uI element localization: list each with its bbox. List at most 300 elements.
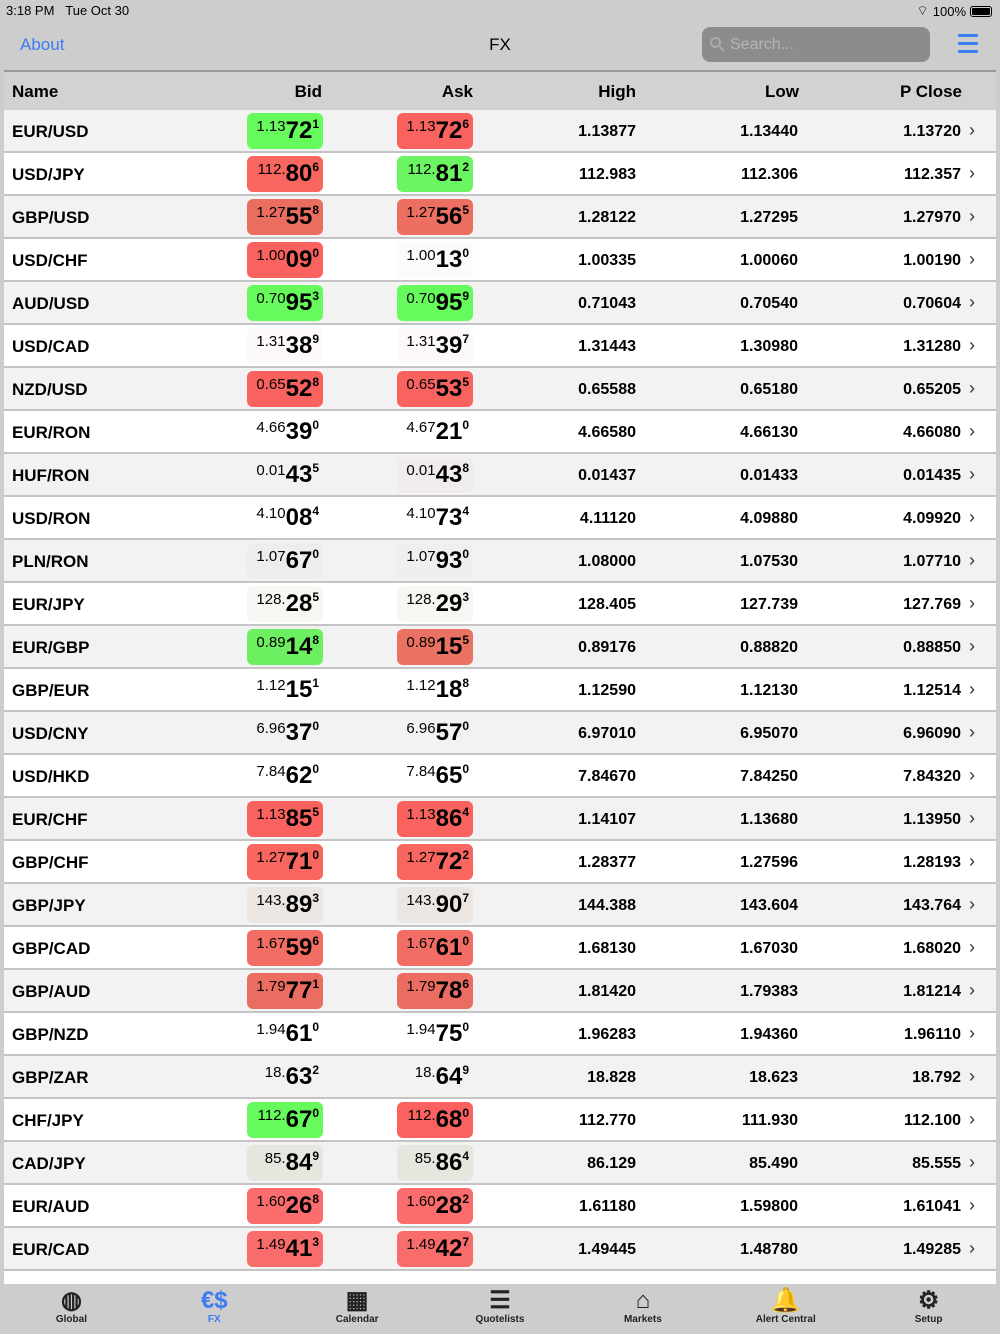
table-row[interactable]: [4, 1099, 996, 1142]
pclose-value: 18.792: [912, 1069, 961, 1086]
bid-big-figure: 4.10: [256, 505, 286, 522]
chevron-right-icon: ›: [969, 292, 975, 312]
table-row[interactable]: [4, 110, 996, 153]
ask-fractional-pip: 2: [462, 848, 469, 862]
low-value: 112.306: [741, 166, 798, 183]
bid-fractional-pip: 5: [312, 805, 319, 819]
table-row[interactable]: [4, 927, 996, 970]
table-row[interactable]: [4, 411, 996, 454]
table-row[interactable]: [4, 1013, 996, 1056]
bid-fractional-pip: 5: [312, 590, 319, 604]
pair-name: AUD/USD: [12, 294, 90, 313]
about-button[interactable]: About: [20, 35, 65, 54]
low-value: 85.490: [749, 1155, 798, 1172]
bid-price: [247, 1231, 323, 1267]
bid-price: [247, 285, 323, 321]
pclose-value: 4.66080: [903, 424, 961, 441]
bid-big-figure: 1.94: [256, 1021, 286, 1038]
high-value: 1.00335: [578, 252, 636, 269]
calendar-icon: ▦: [345, 1287, 369, 1314]
tab-label: Global: [55, 1314, 87, 1325]
ask-price: [397, 414, 473, 450]
ask-pips: 53: [435, 375, 463, 402]
bid-big-figure: 112.: [257, 1107, 286, 1124]
ask-pips: 81: [435, 160, 463, 187]
pclose-value: 1.81214: [903, 983, 961, 1000]
status-time: 3:18 PM: [6, 3, 55, 18]
low-value: 7.84250: [740, 768, 798, 785]
pair-name: PLN/RON: [12, 552, 89, 571]
bid-price: [247, 113, 323, 149]
bid-fractional-pip: 2: [312, 1063, 319, 1077]
pclose-value: 85.555: [912, 1155, 961, 1172]
ask-big-figure: 6.96: [406, 720, 436, 737]
search-input[interactable]: [702, 27, 930, 62]
low-value: 1.27596: [740, 854, 798, 871]
bid-big-figure: 1.12: [256, 677, 286, 694]
pair-name: GBP/USD: [12, 208, 90, 227]
bid-big-figure: 1.27: [256, 204, 286, 221]
bid-pips: 28: [285, 590, 313, 617]
table-row[interactable]: [4, 841, 996, 884]
chevron-right-icon: ›: [969, 851, 975, 871]
ask-pips: 39: [435, 332, 463, 359]
ask-big-figure: 1.00: [406, 247, 436, 264]
ask-big-figure: 0.01: [406, 462, 436, 479]
bid-price: [247, 371, 323, 407]
bid-pips: 67: [285, 1106, 313, 1133]
tab-label: Quotelists: [475, 1314, 525, 1325]
pclose-value: 0.65205: [903, 381, 961, 398]
bid-pips: 08: [285, 504, 313, 531]
ask-big-figure: 112.: [407, 1107, 436, 1124]
ask-price: [397, 844, 473, 880]
ask-fractional-pip: 7: [462, 332, 469, 346]
pair-name: GBP/NZD: [12, 1025, 89, 1044]
bid-price: [247, 801, 323, 837]
ask-price: [397, 887, 473, 923]
ask-price: [397, 629, 473, 665]
chevron-right-icon: ›: [969, 636, 975, 656]
ask-fractional-pip: 9: [462, 1063, 469, 1077]
ask-big-figure: 18.: [414, 1064, 436, 1081]
high-value: 1.68130: [578, 940, 636, 957]
col-name[interactable]: Name: [12, 82, 59, 101]
ask-big-figure: 1.67: [406, 935, 436, 952]
table-row[interactable]: [4, 626, 996, 669]
bid-price: [247, 973, 323, 1009]
ask-price: [397, 758, 473, 794]
ask-big-figure: 1.60: [406, 1193, 436, 1210]
pair-name: USD/JPY: [12, 165, 85, 184]
tab-alert-central[interactable]: [714, 1284, 857, 1334]
chevron-right-icon: ›: [969, 464, 975, 484]
pclose-value: 1.27970: [903, 209, 961, 226]
markets-icon: ⌂: [635, 1287, 651, 1314]
chevron-right-icon: ›: [969, 1238, 975, 1258]
ask-pips: 90: [435, 891, 463, 918]
ask-price: [397, 242, 473, 278]
bid-fractional-pip: 8: [312, 1192, 319, 1206]
bid-price: [247, 844, 323, 880]
high-value: 1.31443: [578, 338, 636, 355]
high-value: 7.84670: [578, 768, 636, 785]
bid-fractional-pip: 0: [312, 848, 319, 862]
high-value: 144.388: [578, 897, 636, 914]
high-value: 0.89176: [578, 639, 636, 656]
high-value: 86.129: [587, 1155, 636, 1172]
col-pclose[interactable]: P Close: [899, 82, 962, 101]
ask-fractional-pip: 6: [462, 977, 469, 991]
globe-icon: ◍: [60, 1287, 82, 1314]
bid-fractional-pip: 8: [312, 203, 319, 217]
low-value: 143.604: [740, 897, 798, 914]
col-low[interactable]: Low: [765, 82, 799, 101]
currency-icon: €$: [200, 1287, 228, 1314]
ask-price: [397, 500, 473, 536]
high-value: 112.770: [579, 1112, 636, 1129]
bid-price: [247, 199, 323, 235]
bid-price: [247, 672, 323, 708]
bid-fractional-pip: 1: [312, 977, 319, 991]
bid-big-figure: 6.96: [256, 720, 286, 737]
ask-price: [397, 371, 473, 407]
status-bar: [0, 0, 1000, 22]
ask-big-figure: 0.70: [406, 290, 436, 307]
high-value: 1.28377: [578, 854, 636, 871]
high-value: 1.14107: [578, 811, 636, 828]
table-row[interactable]: [4, 153, 996, 196]
bid-pips: 59: [285, 934, 313, 961]
low-value: 1.48780: [740, 1241, 798, 1258]
bid-price: [247, 457, 323, 493]
bid-fractional-pip: 0: [312, 1106, 319, 1120]
pclose-value: 1.12514: [903, 682, 961, 699]
bid-big-figure: 85.: [264, 1150, 286, 1167]
bid-pips: 41: [285, 1235, 313, 1262]
bid-pips: 72: [285, 117, 313, 144]
ask-pips: 42: [435, 1235, 463, 1262]
ask-pips: 43: [435, 461, 463, 488]
ask-fractional-pip: 0: [462, 547, 469, 561]
bid-big-figure: 1.27: [256, 849, 286, 866]
menu-icon[interactable]: [958, 34, 978, 54]
table-row[interactable]: [4, 454, 996, 497]
pclose-value: 143.764: [903, 897, 961, 914]
pclose-value: 4.09920: [903, 510, 961, 527]
bid-pips: 14: [285, 633, 313, 660]
ask-pips: 78: [435, 977, 463, 1004]
pclose-value: 1.13950: [903, 811, 961, 828]
chevron-right-icon: ›: [969, 1023, 975, 1043]
ask-pips: 29: [435, 590, 463, 617]
pair-name: USD/CAD: [12, 337, 90, 356]
ask-big-figure: 85.: [414, 1150, 436, 1167]
ask-fractional-pip: 0: [462, 418, 469, 432]
ask-price: [397, 672, 473, 708]
search-icon: [710, 37, 721, 48]
ask-fractional-pip: 5: [462, 203, 469, 217]
chevron-right-icon: ›: [969, 808, 975, 828]
table-row[interactable]: [4, 497, 996, 540]
col-bid[interactable]: Bid: [294, 82, 322, 101]
low-value: 18.623: [749, 1069, 798, 1086]
page-title: FX: [489, 35, 511, 54]
ask-fractional-pip: 8: [462, 461, 469, 475]
table-row[interactable]: [4, 196, 996, 239]
ask-fractional-pip: 0: [462, 719, 469, 733]
ask-pips: 56: [435, 203, 463, 230]
high-value: 1.49445: [578, 1241, 636, 1258]
bid-fractional-pip: 1: [312, 676, 319, 690]
pclose-value: 0.70604: [903, 295, 961, 312]
pclose-value: 1.31280: [903, 338, 961, 355]
ask-pips: 13: [435, 246, 463, 273]
bid-fractional-pip: 9: [312, 1149, 319, 1163]
ask-fractional-pip: 0: [462, 1106, 469, 1120]
pclose-value: 0.88850: [903, 639, 961, 656]
bid-big-figure: 1.60: [256, 1193, 286, 1210]
ask-fractional-pip: 0: [462, 934, 469, 948]
high-value: 1.81420: [578, 983, 636, 1000]
ask-price: [397, 1188, 473, 1224]
table-row[interactable]: [4, 712, 996, 755]
ask-fractional-pip: 6: [462, 117, 469, 131]
ask-big-figure: 1.27: [406, 204, 436, 221]
tab-fx[interactable]: [143, 1284, 286, 1334]
tab-bar: [0, 1284, 1000, 1334]
ask-fractional-pip: 0: [462, 246, 469, 260]
table-row[interactable]: [4, 239, 996, 282]
low-value: 0.65180: [740, 381, 798, 398]
chevron-right-icon: ›: [969, 1066, 975, 1086]
high-value: 6.97010: [578, 725, 636, 742]
pair-name: USD/CNY: [12, 724, 89, 743]
table-row[interactable]: [4, 970, 996, 1013]
chevron-right-icon: ›: [969, 249, 975, 269]
chevron-right-icon: ›: [969, 894, 975, 914]
bid-pips: 85: [285, 805, 313, 832]
high-value: 1.61180: [579, 1198, 636, 1215]
low-value: 1.12130: [740, 682, 798, 699]
chevron-right-icon: ›: [969, 120, 975, 140]
bid-pips: 15: [285, 676, 313, 703]
bid-fractional-pip: 0: [312, 762, 319, 776]
ask-big-figure: 1.79: [406, 978, 436, 995]
bid-big-figure: 1.13: [256, 806, 286, 823]
ask-price: [397, 113, 473, 149]
table-row[interactable]: [4, 368, 996, 411]
low-value: 111.930: [741, 1112, 798, 1129]
ask-pips: 95: [435, 289, 463, 316]
chevron-right-icon: ›: [969, 378, 975, 398]
pair-name: GBP/ZAR: [12, 1068, 89, 1087]
ask-fractional-pip: 9: [462, 289, 469, 303]
table-row[interactable]: [4, 282, 996, 325]
table-row[interactable]: [4, 325, 996, 368]
bid-pips: 09: [285, 246, 313, 273]
low-value: 1.59800: [740, 1198, 798, 1215]
high-value: 1.96283: [578, 1026, 636, 1043]
high-value: 112.983: [579, 166, 636, 183]
table-row[interactable]: [4, 755, 996, 798]
tab-global[interactable]: [0, 1284, 143, 1334]
ask-pips: 61: [435, 934, 463, 961]
high-value: 1.08000: [578, 553, 636, 570]
high-value: 128.405: [578, 596, 636, 613]
pair-name: GBP/CAD: [12, 939, 91, 958]
table-row[interactable]: [4, 540, 996, 583]
tab-markets[interactable]: [571, 1284, 714, 1334]
bid-pips: 61: [285, 1020, 313, 1047]
nav-bar: [0, 22, 1000, 68]
low-value: 127.739: [740, 596, 798, 613]
ask-price: [397, 1231, 473, 1267]
bid-big-figure: 1.00: [256, 247, 286, 264]
ask-price: [397, 285, 473, 321]
bid-big-figure: 0.89: [256, 634, 286, 651]
ask-big-figure: 128.: [406, 591, 436, 608]
ask-fractional-pip: 2: [462, 1192, 469, 1206]
bid-pips: 52: [285, 375, 313, 402]
ask-big-figure: 112.: [407, 161, 436, 178]
bid-fractional-pip: 0: [312, 418, 319, 432]
pair-name: EUR/JPY: [12, 595, 85, 614]
bid-price: [247, 414, 323, 450]
table-row[interactable]: [4, 1142, 996, 1185]
bid-fractional-pip: 0: [312, 547, 319, 561]
ask-fractional-pip: 0: [462, 762, 469, 776]
bid-big-figure: 143.: [256, 892, 286, 909]
pair-name: CAD/JPY: [12, 1154, 86, 1173]
ask-price: [397, 801, 473, 837]
table-body: [4, 110, 996, 1271]
bid-price: [247, 930, 323, 966]
bid-price: [247, 715, 323, 751]
pair-name: USD/CHF: [12, 251, 88, 270]
table-row[interactable]: [4, 583, 996, 626]
ask-fractional-pip: 4: [462, 805, 469, 819]
chevron-right-icon: ›: [969, 507, 975, 527]
low-value: 1.67030: [740, 940, 798, 957]
bid-fractional-pip: 4: [312, 504, 319, 518]
low-value: 1.94360: [740, 1026, 798, 1043]
battery-percent: 100%: [932, 3, 966, 19]
chevron-right-icon: ›: [969, 937, 975, 957]
bid-fractional-pip: 9: [312, 332, 319, 346]
pair-name: HUF/RON: [12, 466, 90, 485]
bid-price: [247, 1145, 323, 1181]
ask-fractional-pip: 5: [462, 375, 469, 389]
table-row[interactable]: [4, 1056, 996, 1099]
low-value: 6.95070: [740, 725, 798, 742]
pair-name: EUR/CHF: [12, 810, 88, 829]
bid-pips: 38: [285, 332, 313, 359]
ask-big-figure: 0.89: [406, 634, 436, 651]
bid-big-figure: 1.31: [256, 333, 286, 350]
low-value: 0.01433: [740, 467, 798, 484]
pclose-value: 1.28193: [903, 854, 961, 871]
ask-price: [397, 328, 473, 364]
tab-label: FX: [207, 1314, 221, 1325]
ask-big-figure: 143.: [406, 892, 436, 909]
tab-quotelists[interactable]: [429, 1284, 572, 1334]
ask-price: [397, 156, 473, 192]
ask-price: [397, 715, 473, 751]
bid-pips: 62: [285, 762, 313, 789]
table-header: [4, 72, 996, 110]
ask-big-figure: 1.12: [406, 677, 436, 694]
bid-fractional-pip: 3: [312, 1235, 319, 1249]
bid-price: [247, 1188, 323, 1224]
bid-big-figure: 0.01: [256, 462, 286, 479]
ask-pips: 28: [435, 1192, 463, 1219]
bid-fractional-pip: 0: [312, 1020, 319, 1034]
high-value: 4.11120: [579, 510, 636, 527]
bid-fractional-pip: 0: [312, 246, 319, 260]
chevron-right-icon: ›: [969, 679, 975, 699]
high-value: 1.12590: [578, 682, 636, 699]
tab-label: Calendar: [335, 1314, 379, 1325]
pclose-value: 0.01435: [903, 467, 961, 484]
ask-fractional-pip: 4: [462, 504, 469, 518]
table-row[interactable]: [4, 1185, 996, 1228]
bid-fractional-pip: 0: [312, 719, 319, 733]
low-value: 0.70540: [740, 295, 798, 312]
chevron-right-icon: ›: [969, 765, 975, 785]
tab-calendar[interactable]: [286, 1284, 429, 1334]
col-high[interactable]: High: [598, 82, 636, 101]
low-value: 1.13680: [740, 811, 798, 828]
high-value: 0.01437: [578, 467, 636, 484]
ask-pips: 75: [435, 1020, 463, 1047]
bid-price: [247, 586, 323, 622]
bid-big-figure: 0.70: [256, 290, 286, 307]
chevron-right-icon: ›: [969, 722, 975, 742]
ask-fractional-pip: 2: [462, 160, 469, 174]
battery-icon: [970, 6, 992, 17]
pclose-value: 1.00190: [903, 252, 961, 269]
ask-big-figure: 0.65: [406, 376, 436, 393]
table-row[interactable]: [4, 884, 996, 927]
bid-big-figure: 112.: [257, 161, 286, 178]
tab-setup[interactable]: [857, 1284, 1000, 1334]
pclose-value: 1.68020: [903, 940, 961, 957]
ask-big-figure: 1.07: [406, 548, 436, 565]
table-row[interactable]: [4, 798, 996, 841]
ask-price: [397, 457, 473, 493]
table-row[interactable]: [4, 1228, 996, 1271]
pair-name: EUR/CAD: [12, 1240, 90, 1259]
col-ask[interactable]: Ask: [441, 82, 473, 101]
ask-fractional-pip: 5: [462, 633, 469, 647]
table-row[interactable]: [4, 669, 996, 712]
high-value: 1.13877: [578, 123, 636, 140]
pair-name: EUR/AUD: [12, 1197, 90, 1216]
low-value: 1.07530: [740, 553, 798, 570]
low-value: 4.66130: [740, 424, 798, 441]
pclose-value: 112.100: [904, 1112, 961, 1129]
bid-pips: 63: [285, 1063, 313, 1090]
ask-pips: 72: [435, 848, 463, 875]
bid-price: [247, 758, 323, 794]
bid-big-figure: 1.79: [256, 978, 286, 995]
ask-pips: 65: [435, 762, 463, 789]
bid-pips: 95: [285, 289, 313, 316]
pair-name: USD/RON: [12, 509, 91, 528]
bid-price: [247, 156, 323, 192]
bid-fractional-pip: 6: [312, 160, 319, 174]
